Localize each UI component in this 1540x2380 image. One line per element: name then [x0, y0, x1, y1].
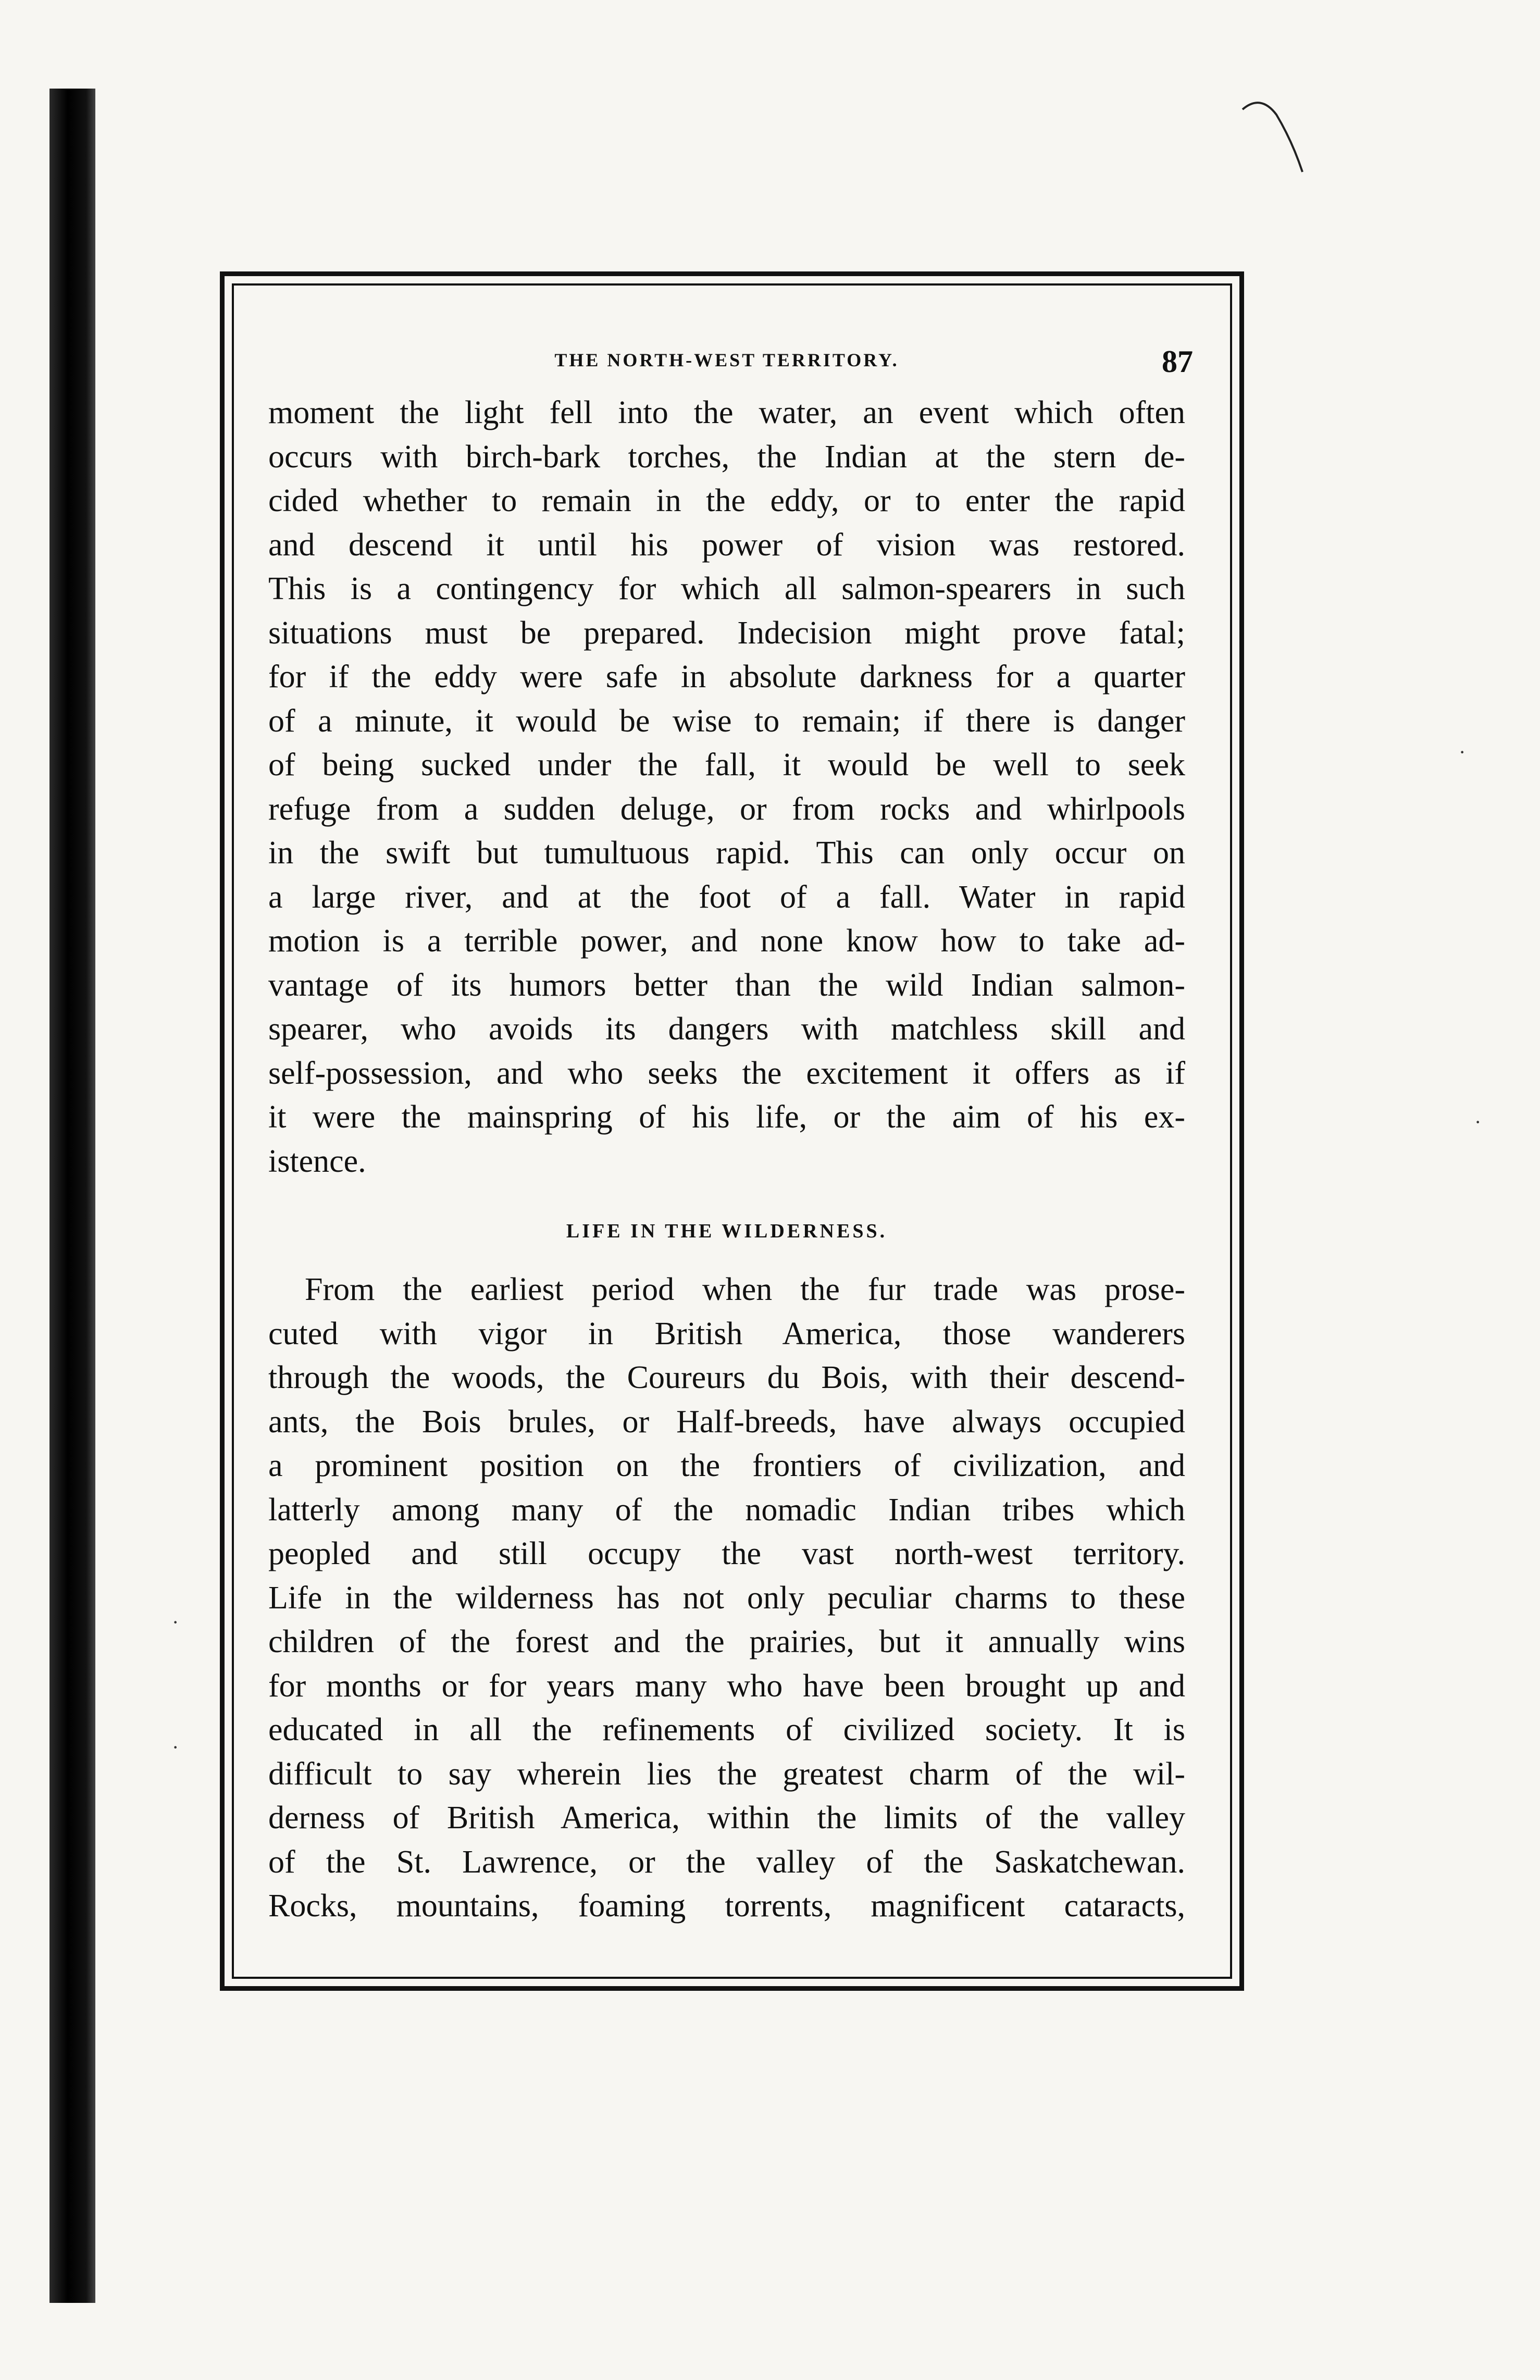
text-line: moment the light fell into the water, an event which often [268, 395, 1185, 430]
text-line: it were the mainspring of his life, or the aim of his ex- [268, 1099, 1185, 1135]
running-head [268, 344, 1193, 391]
text-line: motion is a terrible power, and none know how to take ad- [268, 923, 1185, 959]
margin-speck: · [172, 1610, 179, 1634]
text-line: situations must be prepared. Indecision might prove fatal; [268, 615, 1185, 651]
page-corner-mark [1240, 94, 1313, 177]
text-line: of the St. Lawrence, or the valley of the Saskatchewan. [268, 1844, 1185, 1880]
text-line: latterly among many of the nomadic Indian tribes which [268, 1492, 1185, 1528]
text-line: and descend it until his power of vision was restored. [268, 527, 1185, 563]
text-line: of a minute, it would be wise to remain; if there is danger [268, 703, 1185, 739]
text-line: of being sucked under the fall, it would be well to seek [268, 747, 1185, 783]
margin-speck: · [1459, 740, 1466, 764]
text-line: derness of British America, within the limits of the valley [268, 1800, 1185, 1836]
text-line: educated in all the refinements of civilized society. It is [268, 1712, 1185, 1747]
text-line: difficult to say wherein lies the greatest charm of the wil- [268, 1756, 1185, 1792]
text-line: through the woods, the Coureurs du Bois, with their descend- [268, 1360, 1185, 1395]
text-line: for if the eddy were safe in absolute darkness for a quarter [268, 659, 1185, 695]
paragraph-salmon-spearing [268, 391, 1185, 1183]
text-line: cuted with vigor in British America, those wanderers [268, 1316, 1185, 1352]
paragraph-life-in-wilderness [268, 1268, 1185, 1928]
text-line: occurs with birch-bark torches, the Indian at the stern de- [268, 439, 1185, 475]
text-line: From the earliest period when the fur trade was prose- [305, 1272, 1185, 1307]
text-line: This is a contingency for which all salmon-spearers in such [268, 571, 1185, 606]
text-line: a large river, and at the foot of a fall. Water in rapid [268, 879, 1185, 915]
margin-speck: · [1474, 1110, 1482, 1134]
text-line: children of the forest and the prairies, but it annually wins [268, 1624, 1185, 1659]
text-line: self-possession, and who seeks the excitement it offers as if [268, 1055, 1185, 1091]
text-line: peopled and still occupy the vast north-west territory. [268, 1536, 1185, 1571]
text-line: spearer, who avoids its dangers with matchless skill and [268, 1011, 1185, 1047]
text-line: for months or for years many who have been brought up and [268, 1668, 1185, 1704]
margin-speck: · [172, 1736, 179, 1759]
text-line: Life in the wilderness has not only peculiar charms to these [268, 1580, 1185, 1616]
text-line: a prominent position on the frontiers of civilization, and [268, 1448, 1185, 1483]
text-line: cided whether to remain in the eddy, or to enter the rapid [268, 483, 1185, 518]
book-spine-shadow [49, 89, 95, 2303]
text-line: istence. [268, 1143, 366, 1179]
section-heading: LIFE IN THE WILDERNESS. [566, 1220, 888, 1242]
page-text [268, 344, 1193, 1928]
text-line: ants, the Bois brules, or Half-breeds, have always occupied [268, 1404, 1185, 1440]
page-number: 87 [1162, 344, 1193, 379]
running-title: THE NORTH-WEST TERRITORY. [554, 350, 899, 370]
text-line: refuge from a sudden deluge, or from rocks and whirlpools [268, 791, 1185, 827]
text-line: vantage of its humors better than the wild Indian salmon- [268, 967, 1185, 1003]
text-line: Rocks, mountains, foaming torrents, magnificent cataracts, [268, 1888, 1185, 1924]
text-line: in the swift but tumultuous rapid. This can only occur on [268, 835, 1185, 871]
